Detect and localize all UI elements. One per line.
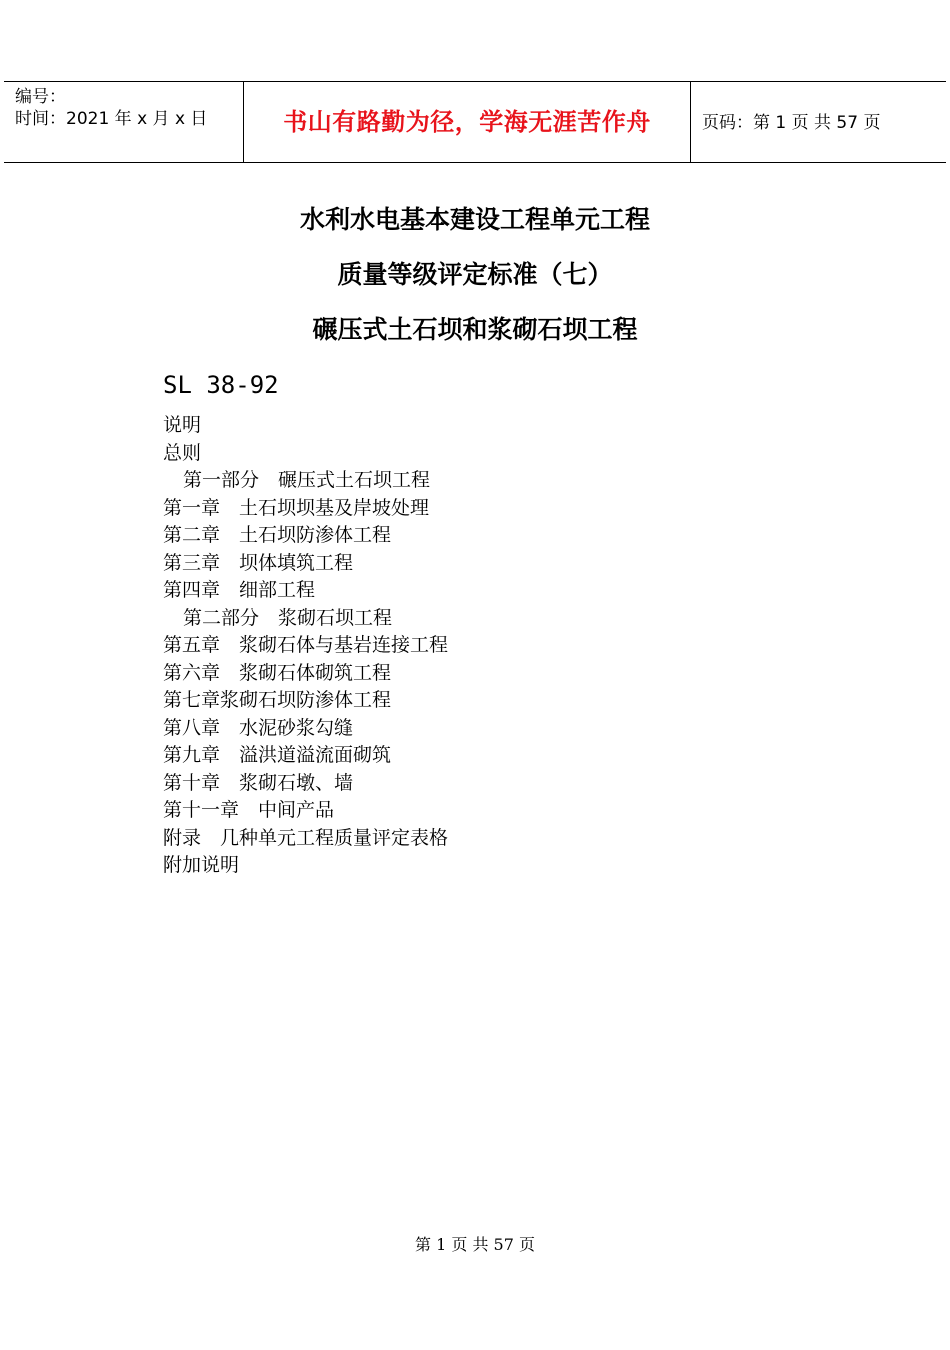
toc-item: 说明 bbox=[163, 414, 202, 436]
toc-item: 附加说明 bbox=[163, 854, 240, 876]
toc-item: 第八章 水泥砂浆勾缝 bbox=[163, 716, 354, 739]
standard-code: SL 38-92 bbox=[163, 371, 279, 399]
document-title-line-1: 水利水电基本建设工程单元工程 bbox=[299, 205, 650, 234]
toc-item: 第三章 坝体填筑工程 bbox=[163, 551, 354, 574]
table-of-contents bbox=[163, 412, 448, 880]
toc-part-heading: 第二部分 浆砌石坝工程 bbox=[183, 606, 393, 629]
header-motto: 书山有路勤为径，学海无涯苦作舟 bbox=[283, 108, 651, 136]
toc-item: 第二章 土石坝防渗体工程 bbox=[163, 524, 392, 546]
toc-item: 第一章 土石坝坝基及岸坡处理 bbox=[163, 496, 430, 519]
page-header bbox=[4, 81, 946, 163]
header-page-info: 页码：第 1 页 共 57 页 bbox=[702, 113, 881, 133]
toc-item: 总则 bbox=[163, 441, 202, 464]
document-title-line-2: 质量等级评定标准（七） bbox=[337, 260, 613, 289]
toc-item: 第十章 浆砌石墩、墙 bbox=[163, 771, 354, 794]
toc-item: 第五章 浆砌石体与基岩连接工程 bbox=[163, 634, 449, 656]
toc-item: 第九章 溢洪道溢流面砌筑 bbox=[163, 744, 392, 766]
toc-item: 第六章 浆砌石体砌筑工程 bbox=[163, 661, 392, 684]
document-title-line-3: 碾压式土石坝和浆砌石坝工程 bbox=[312, 315, 638, 344]
page-footer: 第 1 页 共 57 页 bbox=[415, 1235, 535, 1254]
toc-part-heading: 第一部分 碾压式土石坝工程 bbox=[183, 469, 431, 491]
header-meta-cell bbox=[4, 82, 243, 162]
header-page-cell bbox=[690, 82, 946, 162]
toc-item: 第七章浆砌石坝防渗体工程 bbox=[163, 689, 392, 711]
header-motto-cell bbox=[243, 82, 691, 162]
toc-item: 附录 几种单元工程质量评定表格 bbox=[163, 826, 449, 849]
document-number-label: 编号： bbox=[15, 87, 66, 107]
toc-item: 第四章 细部工程 bbox=[163, 579, 316, 601]
document-time-label: 时间：2021 年 x 月 x 日 bbox=[15, 109, 208, 129]
toc-item: 第十一章 中间产品 bbox=[163, 799, 335, 821]
